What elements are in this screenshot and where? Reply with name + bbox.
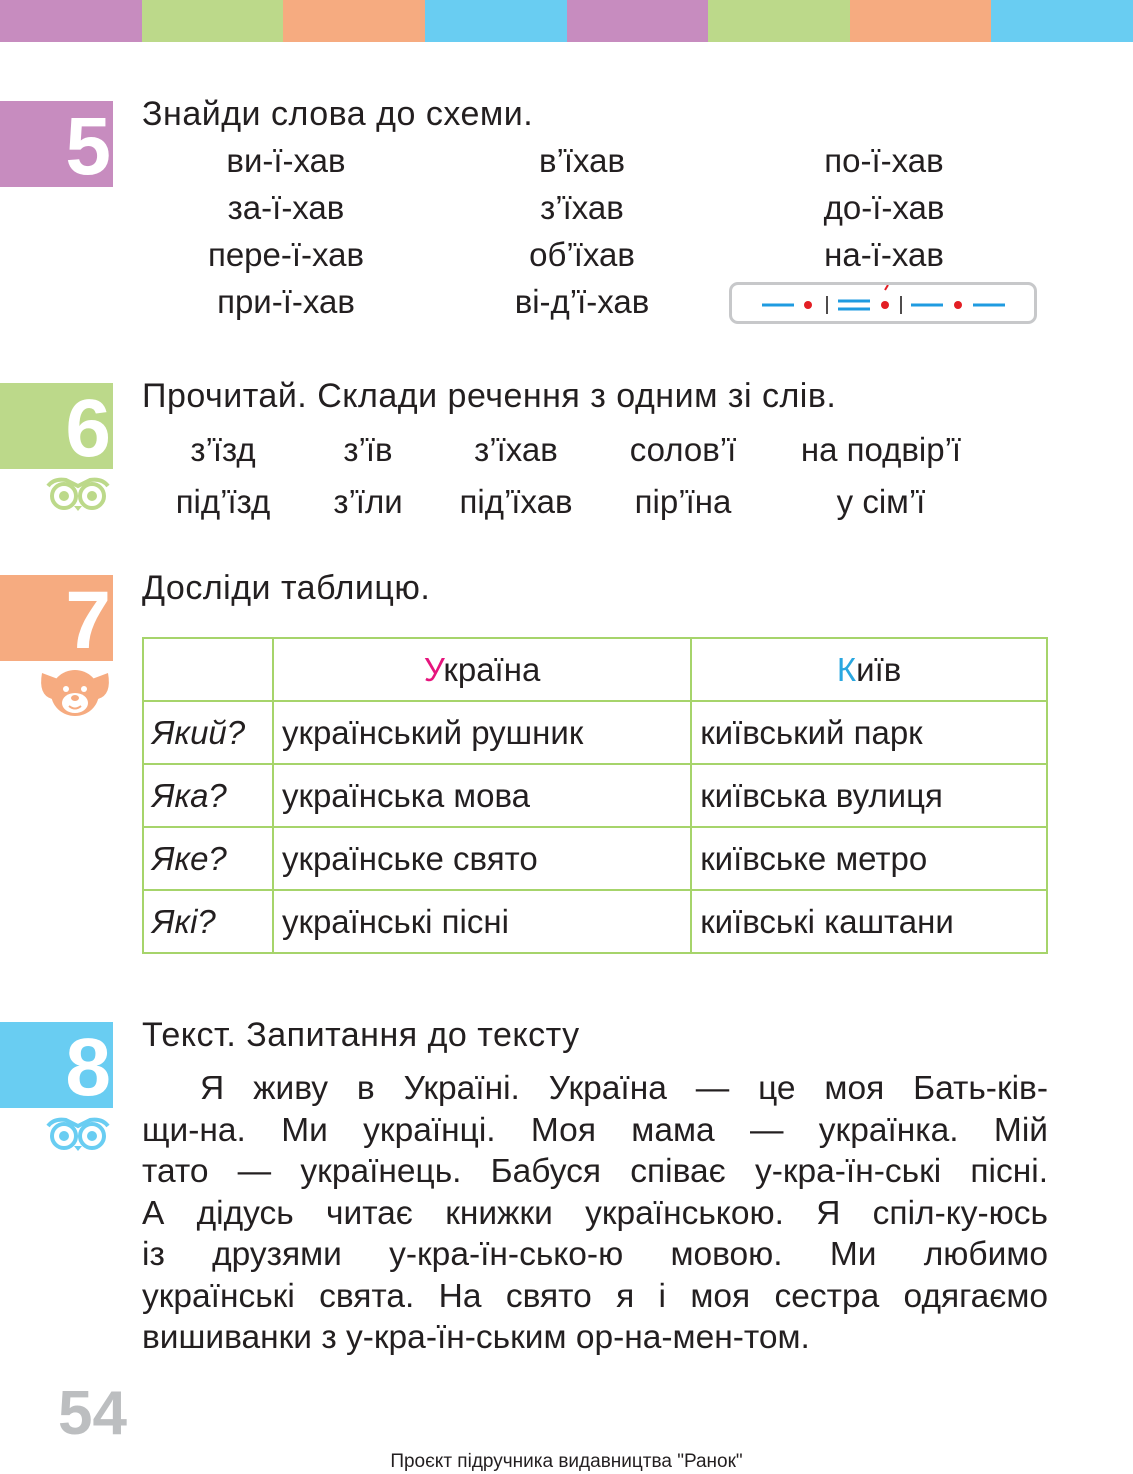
word-item: солов’ї (629, 431, 737, 468)
reading-text (142, 1068, 1048, 1359)
table-corner-cell (143, 638, 273, 701)
table-cell: київський парк (691, 701, 1047, 764)
column-header-kyiv (691, 638, 1047, 701)
highlighted-letter: К (836, 650, 857, 688)
word-item: за-ї-хав (227, 189, 345, 226)
adjectives-table (142, 637, 1048, 954)
word-item: ві-д’ї-хав (514, 283, 650, 320)
text-line: щи-на. Ми українці. Моя мама — українка. Мій (142, 1111, 1048, 1149)
word-item: об’їхав (529, 236, 635, 273)
table-cell: український рушник (273, 701, 691, 764)
word-item: у сім’ї (836, 483, 926, 520)
sound-scheme (729, 282, 1037, 324)
dog-face-icon (38, 665, 112, 717)
table-cell: українське свято (273, 827, 691, 890)
text-line: тато — українець. Бабуся співає у-кра-їн-ські пісні. (142, 1153, 1048, 1190)
table-header-row (143, 638, 1047, 701)
color-block (283, 0, 425, 42)
word-item: з’їзд (190, 431, 256, 468)
question-cell: Яка? (143, 764, 273, 827)
table-cell: українська мова (273, 764, 691, 827)
task-5-heading: Знайди слова до схеми. (142, 95, 534, 133)
text-line: Я живу в Україні. Україна — це моя Бать-ків- (200, 1070, 1048, 1107)
word-item: по-ї-хав (824, 142, 944, 179)
task-6-number: 6 (0, 383, 113, 469)
table-cell: київська вулиця (691, 764, 1047, 827)
task-7-heading: Досліди таблицю. (142, 569, 431, 607)
task-5-number: 5 (0, 101, 113, 187)
top-color-bar (0, 0, 1133, 42)
word-item: в’їхав (538, 142, 626, 179)
owl-eyes-icon (44, 476, 112, 512)
color-block (567, 0, 709, 42)
table-cell: українські пісні (273, 890, 691, 953)
word-item: з’їв (343, 431, 393, 468)
task-8-number: 8 (0, 1022, 113, 1108)
table-row (143, 890, 1047, 953)
text-line: із друзями у-кра-їн-сько-ю мовою. Ми любимо (142, 1236, 1048, 1273)
task-7-number: 7 (0, 575, 113, 661)
text-line: А дідусь читає книжки українською. Я спіл-ку-юсь (142, 1194, 1048, 1232)
word-item: під’їхав (459, 483, 573, 520)
task-6-heading: Прочитай. Склади речення з одним зі слів. (142, 377, 837, 415)
word-item: під’їзд (175, 483, 271, 520)
question-cell: Який? (143, 701, 273, 764)
color-block (991, 0, 1133, 42)
color-block (425, 0, 567, 42)
question-cell: Які? (143, 890, 273, 953)
word-item: пере-ї-хав (207, 236, 365, 273)
table-row (143, 764, 1047, 827)
word-item: ви-ї-хав (226, 142, 346, 179)
color-block (142, 0, 284, 42)
footer-text: Проєкт підручника видавництва "Ранок" (390, 1451, 743, 1472)
sound-scheme-diagram (732, 285, 1034, 321)
page-number: 54 (58, 1379, 127, 1448)
question-cell: Яке? (143, 827, 273, 890)
column-header-text: иїв (856, 650, 902, 688)
task-8-heading: Текст. Запитання до тексту (142, 1016, 580, 1054)
word-item: пір’їна (634, 483, 732, 520)
text-line: українські свята. На свято я і моя сестра одягаємо (142, 1277, 1048, 1315)
word-item: при-ї-хав (217, 283, 355, 320)
highlighted-letter: У (423, 650, 444, 688)
word-item: з’їли (333, 483, 403, 520)
word-item: до-ї-хав (823, 189, 945, 226)
table-cell: київські каштани (691, 890, 1047, 953)
color-block (708, 0, 850, 42)
word-item: з’їхав (474, 431, 558, 468)
column-header-text: країна (443, 650, 541, 688)
table-cell: київське метро (691, 827, 1047, 890)
column-header-ukraine (273, 638, 691, 701)
text-line: вишиванки з у-кра-їн-ським ор-на-мен-том. (142, 1319, 810, 1356)
word-item: з’їхав (540, 189, 624, 226)
word-item: на подвір’ї (800, 431, 962, 468)
table-row (143, 827, 1047, 890)
word-item: на-ї-хав (824, 236, 944, 273)
color-block (850, 0, 992, 42)
owl-eyes-icon (44, 1116, 112, 1152)
color-block (0, 0, 142, 42)
table-row (143, 701, 1047, 764)
